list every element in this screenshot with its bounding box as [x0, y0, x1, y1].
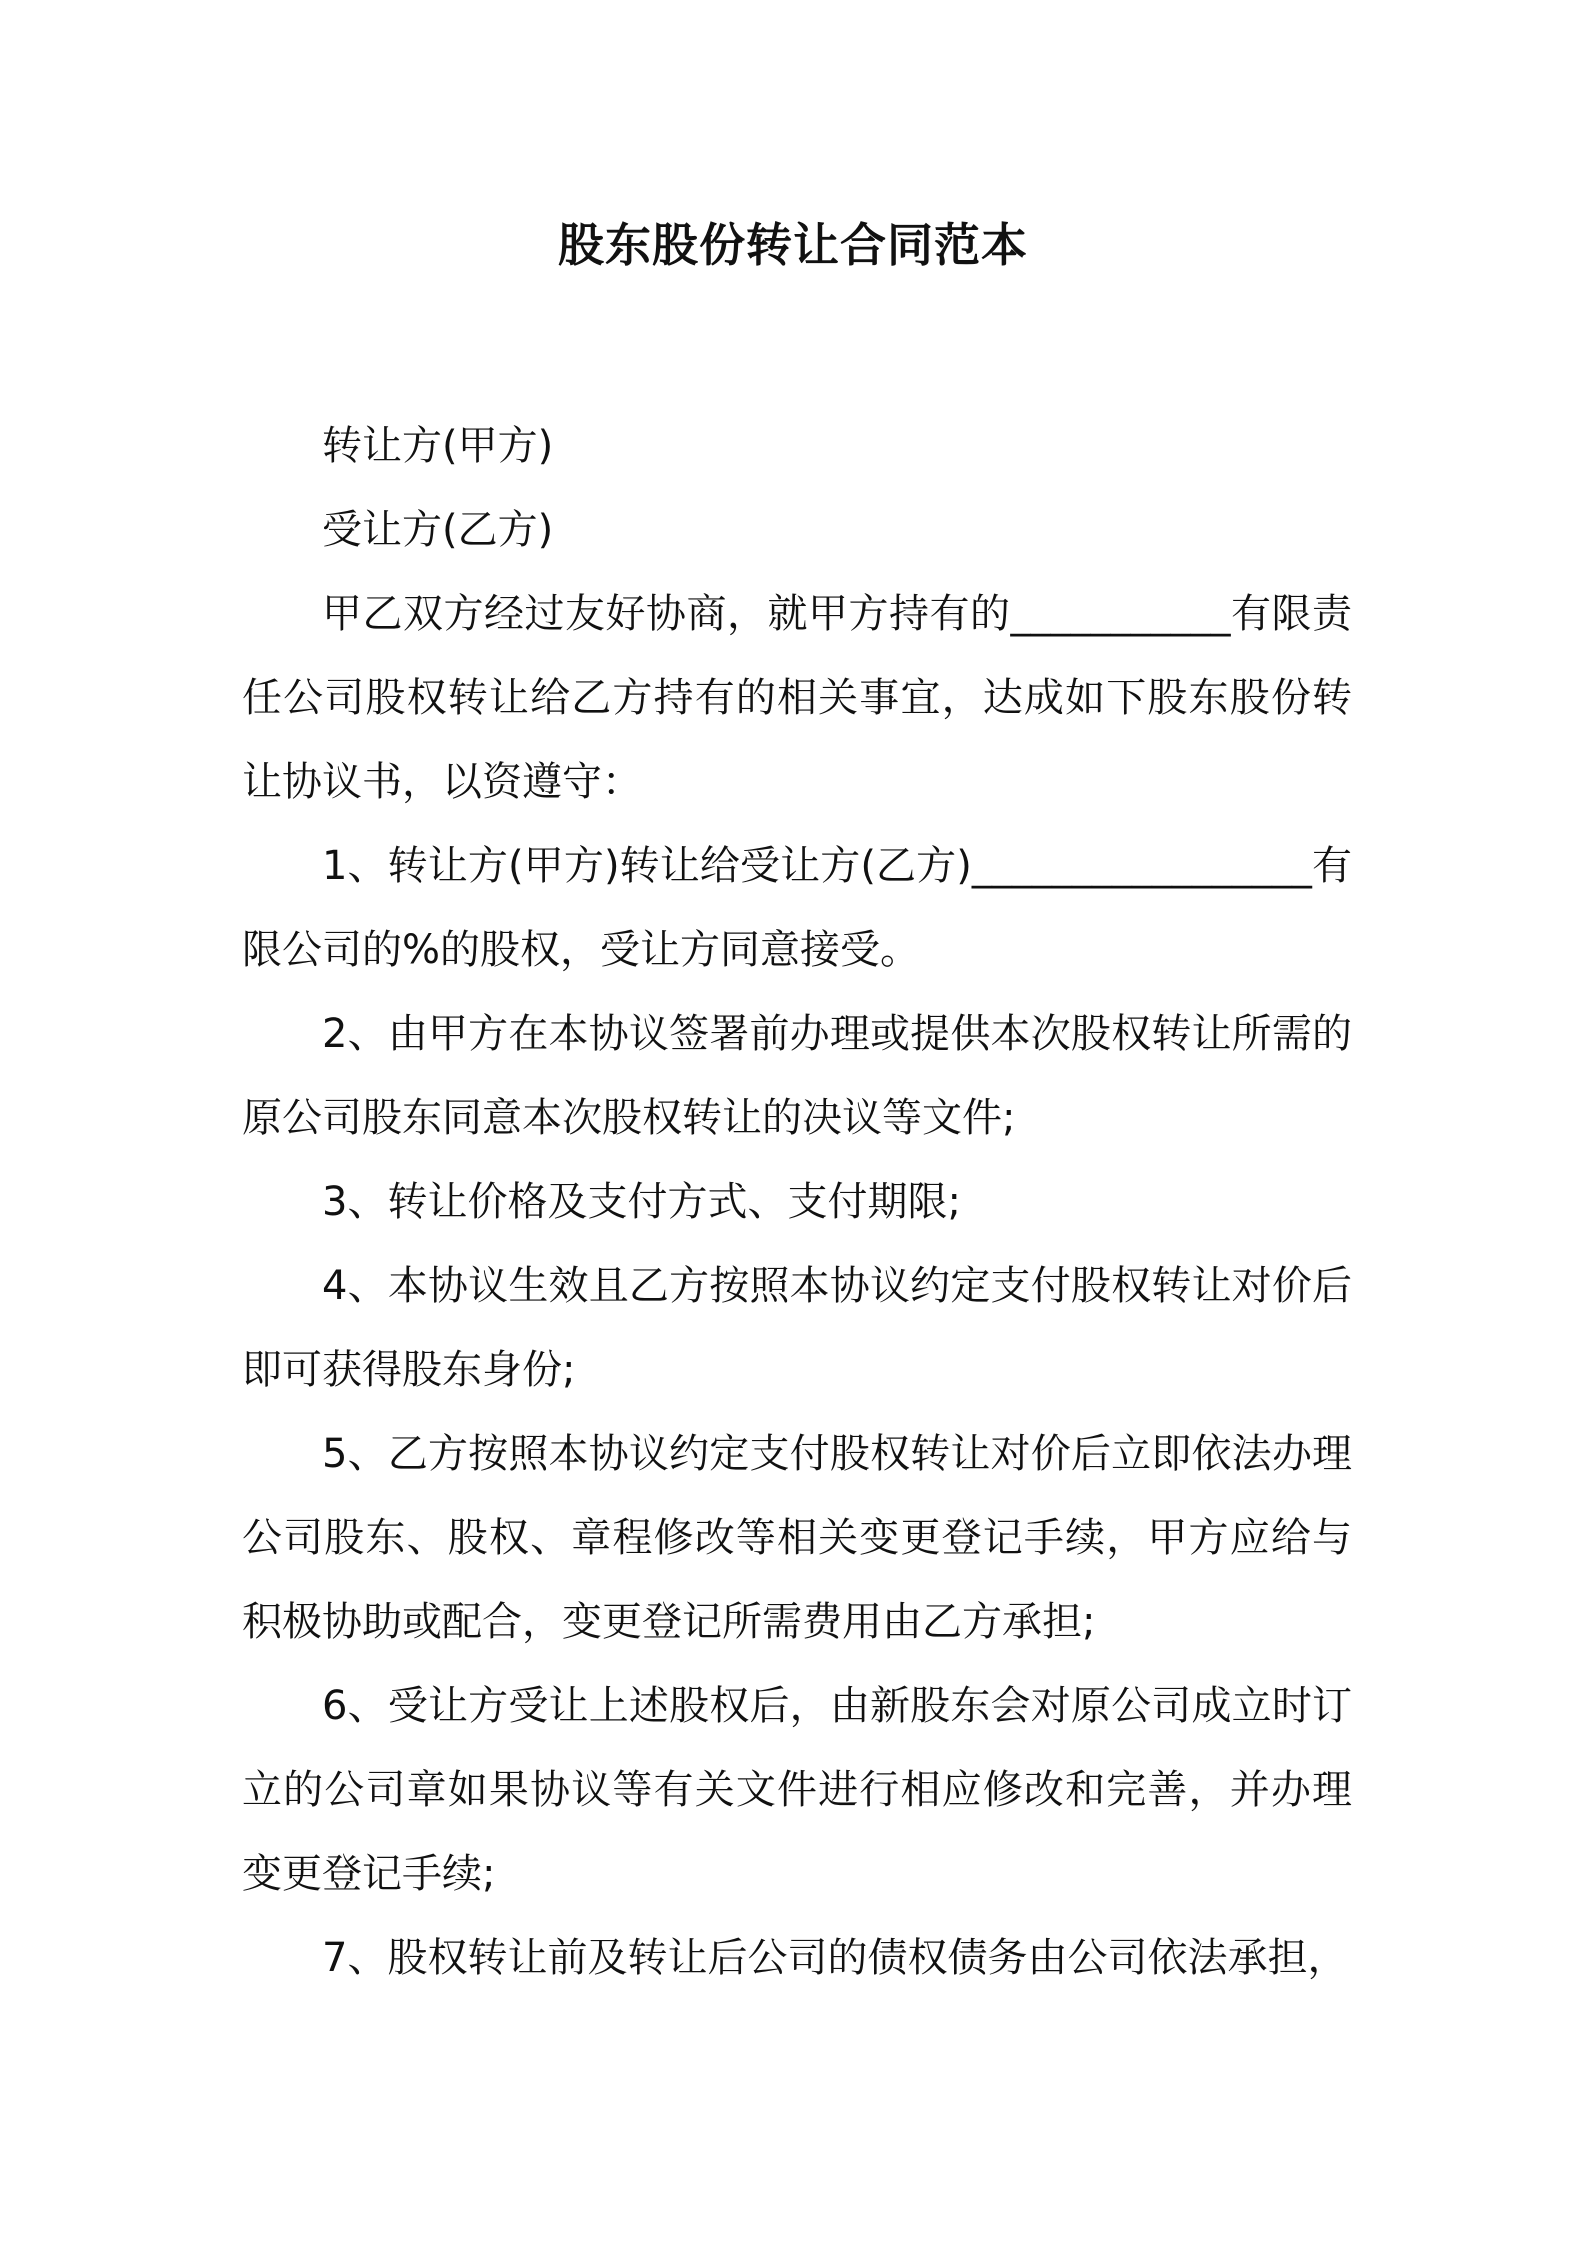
clause-2: 2、由甲方在本协议签署前办理或提供本次股权转让所需的原公司股东同意本次股权转让的决议等文件;: [242, 1011, 1352, 1141]
clause-6: 6、受让方受让上述股权后，由新股东会对原公司成立时订立的公司章如果协议等有关文件进行相应修改和完善，并办理变更登记手续;: [242, 1683, 1352, 1897]
clause-3: 3、转让价格及支付方式、支付期限;: [322, 1179, 961, 1225]
document-body: [242, 404, 1352, 2000]
paragraph-transferee: 受让方(乙方): [322, 507, 554, 553]
clause-7: 7、股权转让前及转让后公司的债权债务由公司依法承担，: [322, 1935, 1348, 1981]
paragraph-transferor: 转让方(甲方): [322, 423, 554, 469]
clause-5: 5、乙方按照本协议约定支付股权转让对价后立即依法办理公司股东、股权、章程修改等相关变更登记手续，甲方应给与积极协助或配合，变更登记所需费用由乙方承担;: [242, 1431, 1352, 1645]
paragraph-preamble: 甲乙双方经过友好协商，就甲方持有的___________有限责任公司股权转让给乙方持有的相关事宜，达成如下股东股份转让协议书，以资遵守：: [242, 591, 1352, 805]
clause-1: 1、转让方(甲方)转让给受让方(乙方)_________________有限公司的%的股权，受让方同意接受。: [242, 843, 1352, 973]
clause-4: 4、本协议生效且乙方按照本协议约定支付股权转让对价后即可获得股东身份;: [242, 1263, 1352, 1393]
document-title: 股东股份转让合同范本: [558, 218, 1028, 272]
